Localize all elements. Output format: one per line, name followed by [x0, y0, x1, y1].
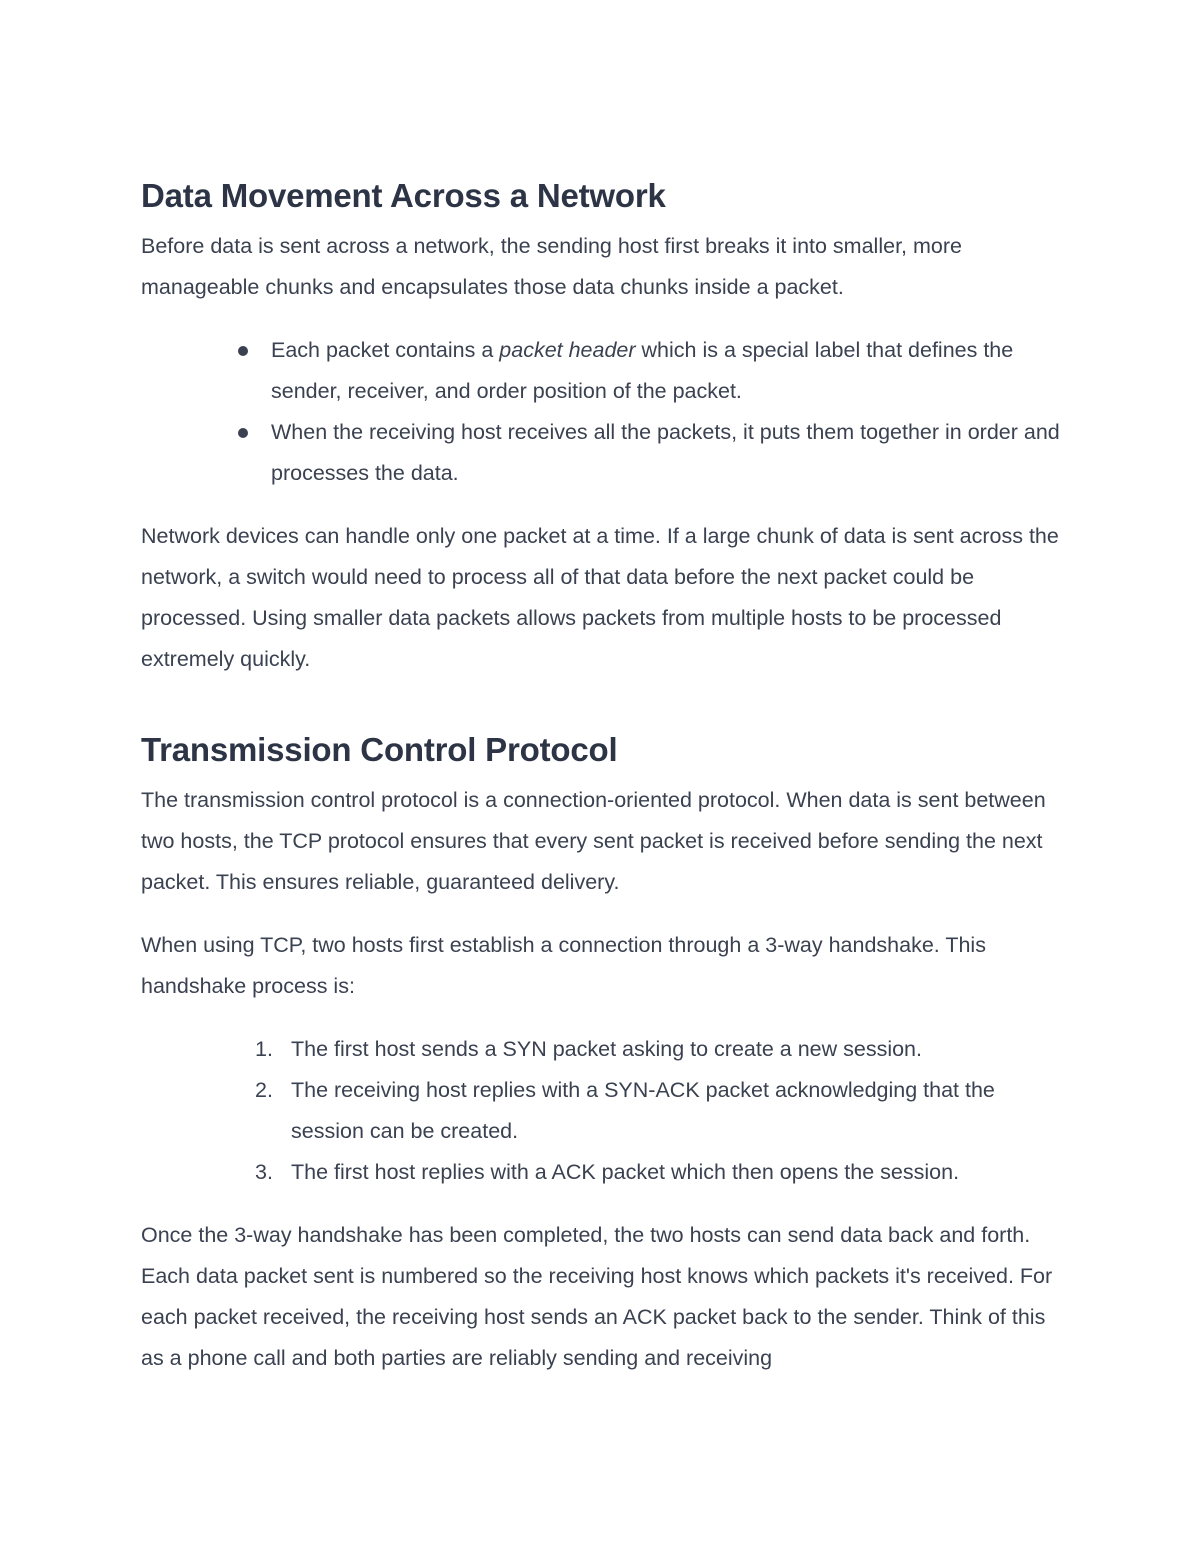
- paragraph-intro: Before data is sent across a network, the sending host first breaks it into smaller, more manageable chunks and encapsulates those data chunks inside a packet.: [141, 234, 962, 299]
- bullet-list: [141, 330, 1071, 494]
- bullet-item: [271, 330, 1071, 412]
- bullet-emphasis: packet header: [499, 338, 636, 362]
- bullet-text-after: which is a special label that defines the sender, receiver, and order position of the packet.: [271, 338, 1014, 403]
- list-item-text: The first host replies with a ACK packet which then opens the session.: [291, 1160, 960, 1184]
- list-number: 2.: [255, 1078, 273, 1102]
- bullet-dot-icon: [238, 346, 248, 356]
- bullet-dot-icon: [238, 428, 248, 438]
- list-item: [255, 1029, 1071, 1070]
- list-number: 3.: [255, 1160, 273, 1184]
- list-item-text: The receiving host replies with a SYN-ACK packet acknowledging that the session can be created.: [291, 1078, 995, 1143]
- paragraph-handshake-intro: When using TCP, two hosts first establish a connection through a 3-way handshake. This handshake process is:: [141, 933, 986, 998]
- paragraph-network-devices: Network devices can handle only one packet at a time. If a large chunk of data is sent across the network, a switch would need to process all of that data before the next packet could be processed. Using smaller data packets allows packets from multiple hosts to be processed extremely quickly.: [141, 524, 1059, 671]
- bullet-text-before: When the receiving host receives all the packets, it puts them together in order and processes the data.: [271, 420, 1060, 485]
- paragraph-tcp-intro: The transmission control protocol is a connection-oriented protocol. When data is sent between two hosts, the TCP protocol ensures that every sent packet is received before sending the next packet. This ensures reliable, guaranteed delivery.: [141, 788, 1046, 894]
- numbered-list: [141, 1029, 1071, 1193]
- bullet-text-before: Each packet contains a: [271, 338, 500, 362]
- list-item-text: The first host sends a SYN packet asking to create a new session.: [291, 1037, 922, 1061]
- list-item: [255, 1070, 1071, 1152]
- heading-tcp: Transmission Control Protocol: [141, 731, 618, 768]
- list-number: 1.: [255, 1037, 273, 1061]
- paragraph-handshake-complete: Once the 3-way handshake has been completed, the two hosts can send data back and forth. Each data packet sent is numbered so the receiving host knows which packets it's received. For each packet received, the receiving host sends an ACK packet back to the sender. Think of this as a phone call and both parties are reliably sending and receiving: [141, 1223, 1053, 1370]
- heading-data-movement: Data Movement Across a Network: [141, 177, 666, 214]
- document-content: [141, 172, 1071, 1379]
- list-item: [255, 1152, 1071, 1193]
- bullet-item: [271, 412, 1071, 494]
